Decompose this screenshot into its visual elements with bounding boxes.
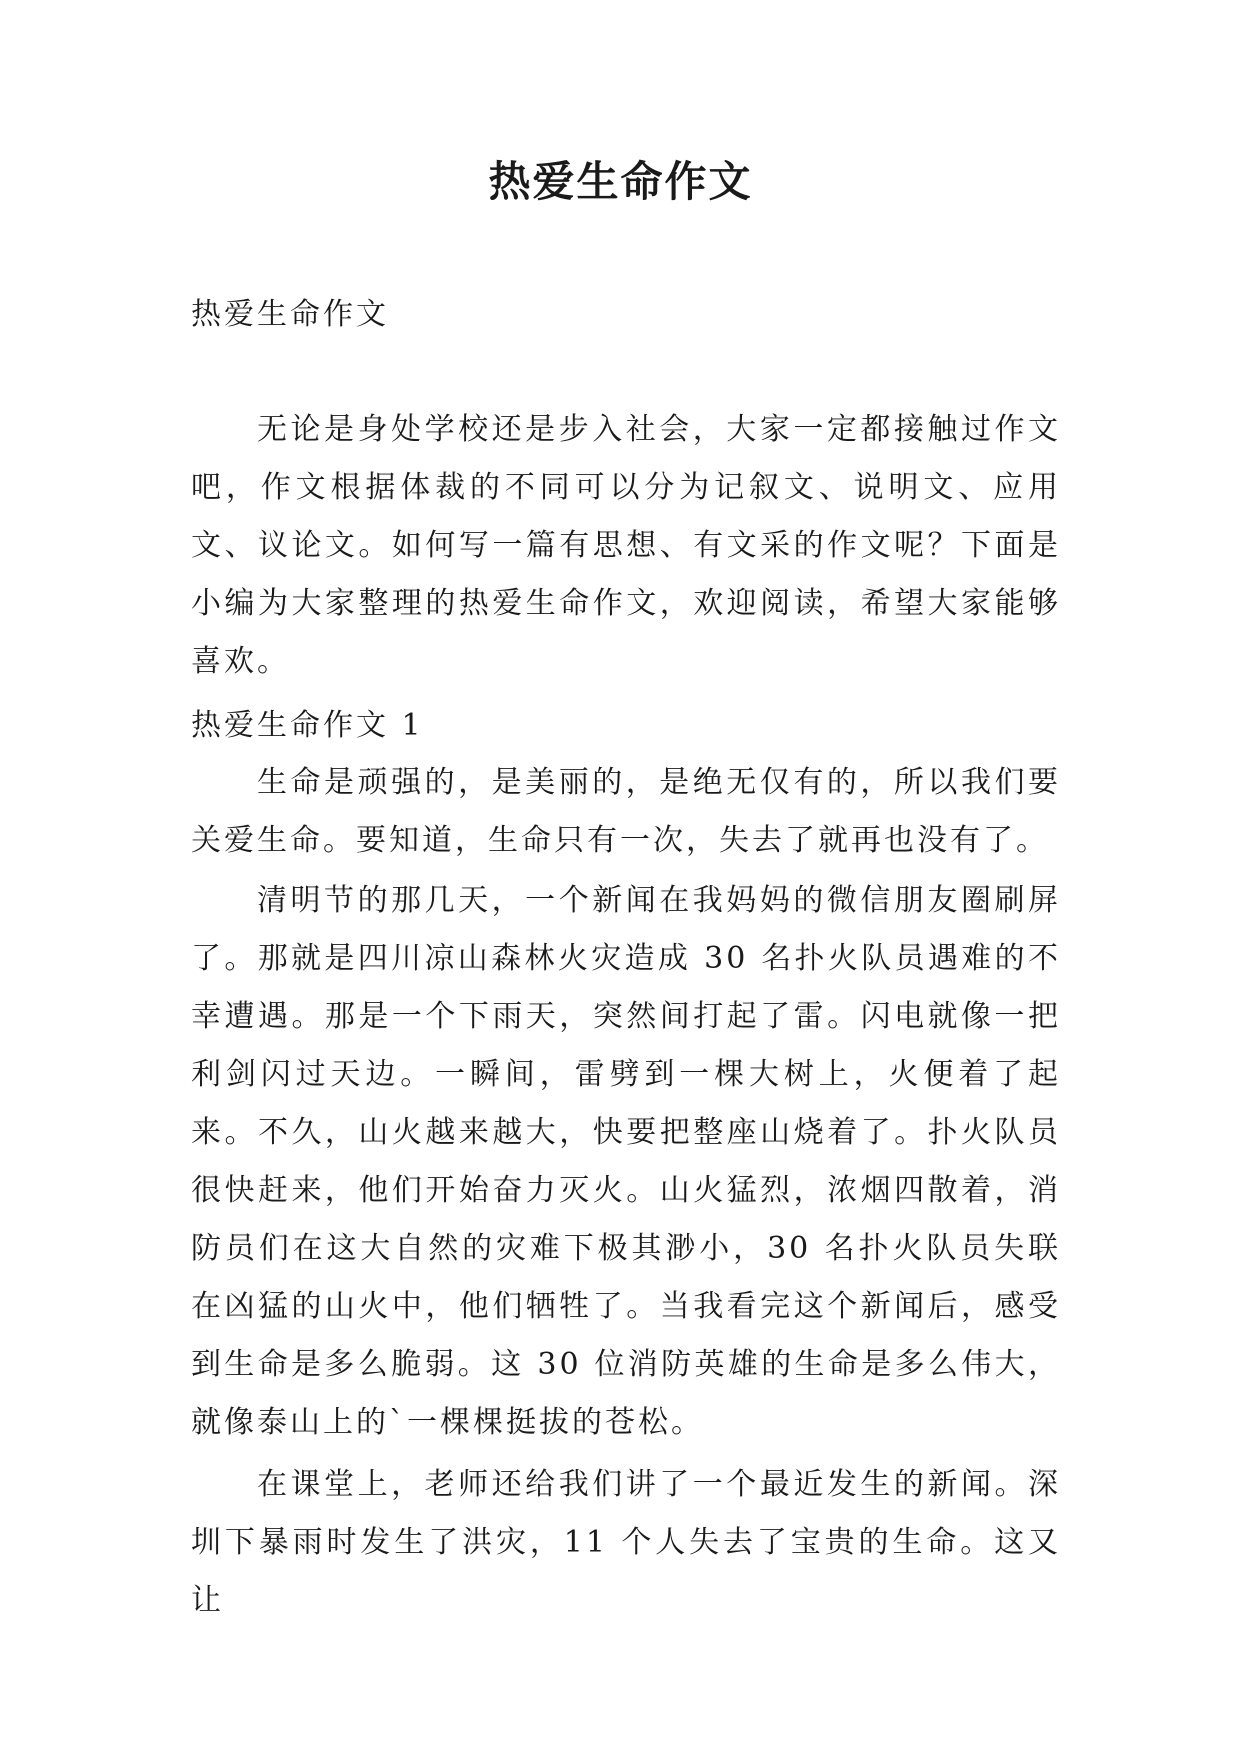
essay-heading: 热爱生命作文 1 (191, 708, 424, 743)
essay-paragraph: 在课堂上，老师还给我们讲了一个最近发生的新闻。深圳下暴雨时发生了洪灾，11 个人失去了宝贵的生命。这又让 (191, 1467, 1061, 1618)
essay-paragraph: 生命是顽强的，是美丽的，是绝无仅有的，所以我们要关爱生命。要知道，生命只有一次，失去了就再也没有了。 (191, 765, 1061, 858)
document-title: 热爱生命作文 (488, 157, 753, 206)
document-subtitle: 热爱生命作文 (191, 297, 389, 332)
essay-paragraph: 清明节的那几天，一个新闻在我妈妈的微信朋友圈刷屏了。那就是四川凉山森林火灾造成 30 名扑火队员遇难的不幸遭遇。那是一个下雨天，突然间打起了雷。闪电就像一把利剑闪过天边。一瞬间，雷劈到一棵大树上，火便着了起来。不久，山火越来越大，快要把整座山烧着了。扑火队员很快赶来，他们开始奋力灭火。山火猛烈，浓烟四散着，消防员们在这大自然的灾难下极其渺小，30 名扑火队员失联在凶猛的山火中，他们牺牲了。当我看完这个新闻后，感受到生命是多么脆弱。这 30 位消防英雄的生命是多么伟大，就像泰山上的`一棵棵挺拔的苍松。 (191, 883, 1061, 1440)
intro-paragraph: 无论是身处学校还是步入社会，大家一定都接触过作文吧，作文根据体裁的不同可以分为记叙文、说明文、应用文、议论文。如何写一篇有思想、有文采的作文呢？下面是小编为大家整理的热爱生命作文，欢迎阅读，希望大家能够喜欢。 (191, 412, 1061, 679)
